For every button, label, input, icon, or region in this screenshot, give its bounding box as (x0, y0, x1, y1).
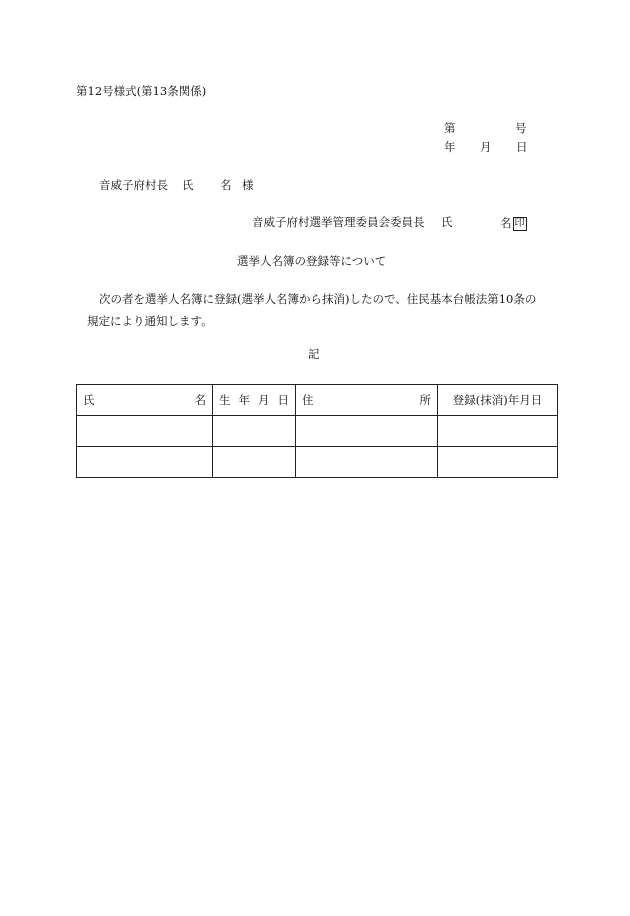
table-cell (296, 447, 438, 478)
subject-title: 選挙人名簿の登録等について (237, 254, 387, 268)
body-line-1: 次の者を選挙人名簿に登録(選挙人名簿から抹消)したので、住民基本台帳法第10条の (99, 292, 537, 306)
sender (252, 215, 525, 230)
table-cell (438, 447, 558, 478)
sender-title: 音威子府村選挙管理委員会委員長 (252, 215, 425, 229)
header-address-sho: 所 (419, 393, 431, 407)
header-name-mei: 名 (194, 393, 206, 407)
sender-shi: 氏 (441, 215, 453, 229)
addressee-shi: 氏 (182, 178, 194, 192)
header-birth-hi: 日 (277, 393, 289, 407)
addressee (99, 178, 254, 192)
form-label: 第12号様式(第13条関係) (76, 84, 207, 98)
header-name-shi: 氏 (83, 393, 95, 407)
number-line (444, 121, 527, 135)
addressee-title: 音威子府村長 (99, 178, 168, 192)
table-cell (438, 416, 558, 447)
header-birth-nen: 年 (238, 393, 250, 407)
date-line (444, 140, 528, 154)
table-cell (77, 416, 213, 447)
table-row (77, 447, 558, 478)
table-header-row (77, 385, 558, 416)
table-cell (213, 416, 296, 447)
date-day: 日 (516, 140, 528, 154)
body-text (76, 288, 536, 332)
header-address (296, 385, 438, 416)
seal-stamp-icon: 印 (514, 218, 525, 229)
header-address-ju: 住 (302, 393, 314, 407)
table-cell (296, 416, 438, 447)
sender-mei (500, 217, 527, 231)
date-month: 月 (480, 140, 492, 154)
addressee-mei: 名 (220, 178, 232, 192)
header-birthdate (213, 385, 296, 416)
number-dai: 第 (444, 121, 456, 135)
sender-mei-text: 名 (500, 216, 512, 230)
header-register-date: 登録(抹消)年月日 (438, 385, 558, 416)
table-cell (77, 447, 213, 478)
number-go: 号 (515, 121, 527, 135)
ki-label: 記 (308, 347, 320, 361)
table-cell (213, 447, 296, 478)
record-table (76, 384, 558, 478)
addressee-sama: 様 (242, 178, 254, 192)
date-year: 年 (444, 140, 456, 154)
table-row (77, 416, 558, 447)
body-line-2: 規定により通知します。 (87, 314, 213, 328)
header-birth-sei: 生 (219, 393, 231, 407)
header-birth-tsuki: 月 (258, 393, 270, 407)
header-name (77, 385, 213, 416)
